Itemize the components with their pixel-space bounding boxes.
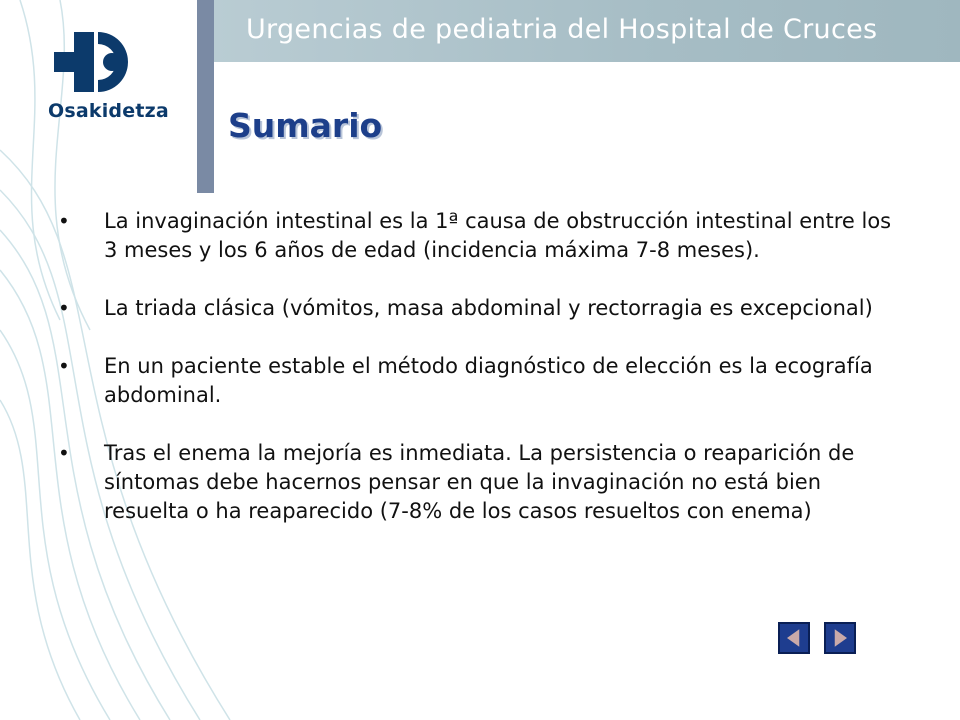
bullet-item: [58, 439, 898, 526]
bullet-text: En un paciente estable el método diagnóstico de elección es la ecografía abdominal.: [104, 354, 873, 407]
bullet-item: [58, 352, 898, 410]
bullet-text: Tras el enema la mejoría es inmediata. La persistencia o reaparición de síntomas debe hacernos pensar en que la invaginación no está bien resuelta o ha reaparecido (7-8% de los casos resueltos con enema): [104, 441, 855, 523]
brand-name: Osakidetza: [48, 100, 169, 122]
slide-title: Sumario: [228, 106, 383, 145]
bullet-list: [58, 207, 898, 555]
bullet-text: La triada clásica (vómitos, masa abdominal y rectorragia es excepcional): [104, 296, 873, 320]
arrow-left-icon: [780, 624, 808, 652]
bullet-item: [58, 207, 898, 265]
bullet-dot-icon: •: [58, 354, 70, 378]
arrow-right-icon: [826, 624, 854, 652]
bullet-dot-icon: •: [58, 441, 70, 465]
bullet-dot-icon: •: [58, 296, 70, 320]
previous-slide-button[interactable]: [778, 622, 810, 654]
bullet-dot-icon: •: [58, 209, 70, 233]
next-slide-button[interactable]: [824, 622, 856, 654]
vertical-accent-bar: [197, 0, 214, 193]
header-title: Urgencias de pediatria del Hospital de Cruces: [246, 14, 878, 45]
bullet-text: La invaginación intestinal es la 1ª causa de obstrucción intestinal entre los 3 meses y los 6 años de edad (incidencia máxima 7-8 meses).: [104, 209, 892, 262]
bullet-item: [58, 294, 898, 323]
